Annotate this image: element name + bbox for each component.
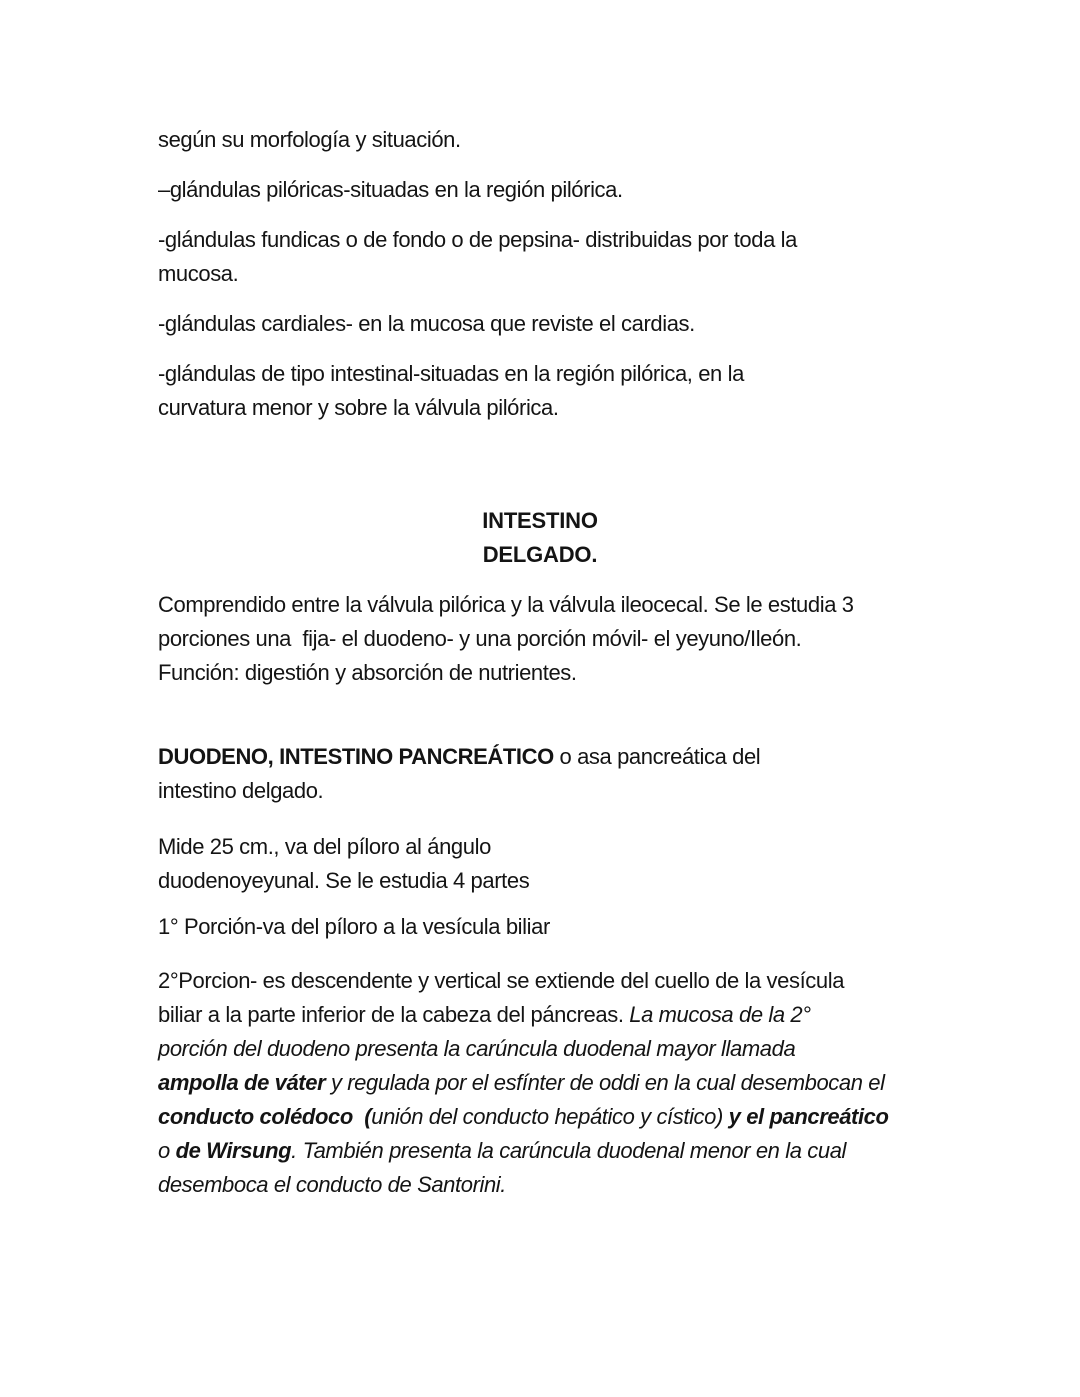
paragraph-portion-1 [158,910,922,944]
text-line: intestino delgado. [158,778,324,803]
text-line: curvatura menor y sobre la válvula pilórica. [158,395,559,420]
text-segment-italic: unión del conducto hepático y cístico) [371,1104,723,1129]
text-segment-italic: . También presenta la carúncula duodenal menor en la cual [291,1138,847,1163]
paragraph-portion-2 [158,964,922,1202]
text-segment-italic: y regulada por el esfínter de oddi en la cual desembocan el [325,1070,885,1095]
text-segment-bold-italic: conducto colédoco ( [158,1104,372,1129]
paragraph-duodeno-title [158,740,922,808]
text-line [158,1134,922,1168]
text-line: Función: digestión y absorción de nutrientes. [158,660,577,685]
section-heading-intestino-delgado [158,504,922,572]
text-line [158,740,922,774]
text-line [158,1168,922,1202]
text-line: -glándulas fundicas o de fondo o de pepsina- distribuidas por toda la [158,227,797,252]
text-line [158,998,922,1032]
text-segment-bold-italic: ampolla de váter [158,1070,326,1095]
text-line [158,1066,922,1100]
paragraph-gland-cardial [158,307,922,341]
text-line: 1° Porción-va del píloro a la vesícula biliar [158,914,550,939]
text-line: mucosa. [158,261,239,286]
text-line: Mide 25 cm., va del píloro al ángulo [158,834,491,859]
text-segment-bold-italic: de Wirsung [175,1138,292,1163]
text-line: 2°Porcion- es descendente y vertical se extiende del cuello de la vesícula [158,968,845,993]
text-segment: o asa pancreática del [553,744,761,769]
text-segment-italic: desemboca el conducto de Santorini. [158,1172,507,1197]
text-segment-bold: DUODENO, INTESTINO PANCREÁTICO [158,744,554,769]
paragraph-morphology-note [158,123,922,157]
text-line [158,1032,922,1066]
text-segment-bold-italic: y el pancreático [722,1104,889,1129]
text-segment-italic: o [158,1138,176,1163]
text-segment-italic: La mucosa de la 2° [629,1002,811,1027]
text-line: -glándulas de tipo intestinal-situadas en la región pilórica, en la [158,361,744,386]
paragraph-duodeno-measure [158,830,922,898]
paragraph-gland-intestinal [158,357,922,425]
text-line: porciones una fija- el duodeno- y una porción móvil- el yeyuno/Ileón. [158,626,802,651]
text-segment: biliar a la parte inferior de la cabeza del páncreas. [158,1002,630,1027]
paragraph-intestino-overview [158,588,922,690]
text-line: Comprendido entre la válvula pilórica y la válvula ileocecal. Se le estudia 3 [158,592,854,617]
text-line [158,1100,922,1134]
text-line: -glándulas cardiales- en la mucosa que reviste el cardias. [158,311,695,336]
heading-line: INTESTINO [482,508,598,533]
paragraph-gland-pyloric [158,173,922,207]
text-line: –glándulas pilóricas-situadas en la región pilórica. [158,177,623,202]
heading-line: DELGADO. [482,542,598,567]
text-segment-italic: porción del duodeno presenta la carúncula duodenal mayor llamada [158,1036,796,1061]
text-line: duodenoyeyunal. Se le estudia 4 partes [158,868,530,893]
text-line: según su morfología y situación. [158,127,461,152]
paragraph-gland-fundic [158,223,922,291]
